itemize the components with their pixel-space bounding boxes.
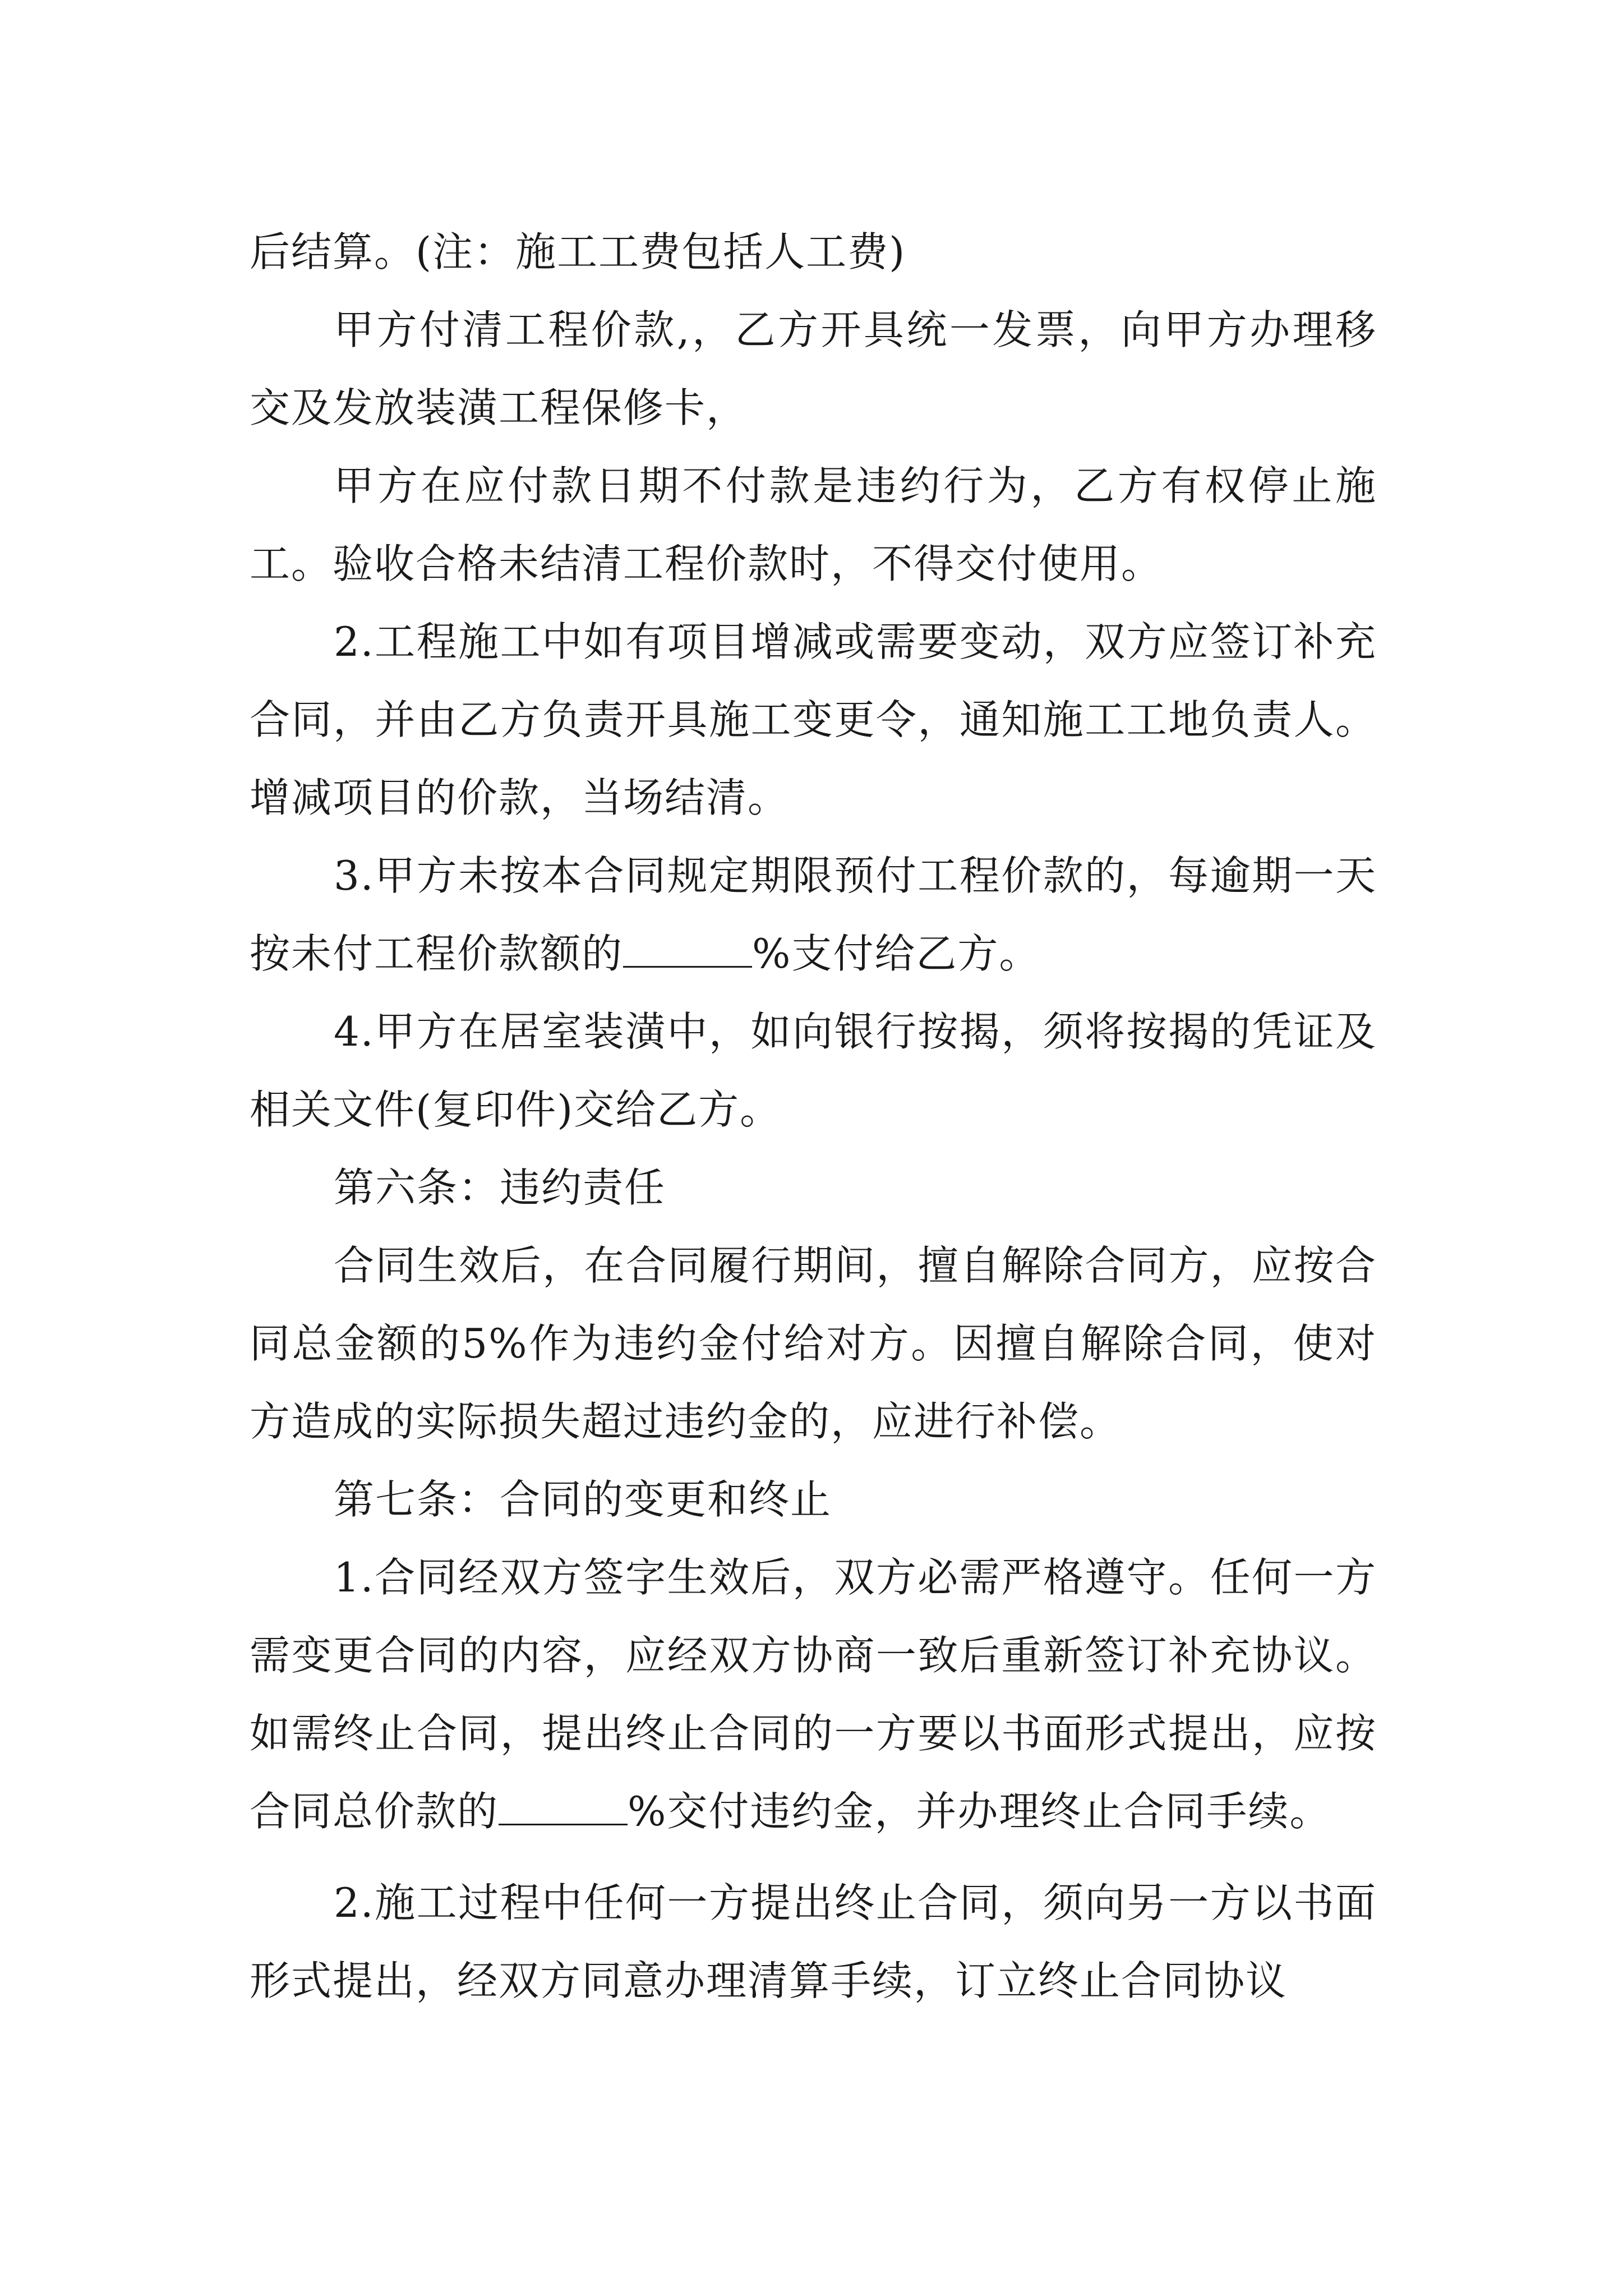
paragraph-clause-4-mortgage <box>250 993 1377 1149</box>
paragraph-text: 甲方付清工程价款,，乙方开具统一发票，向甲方办理移交及发放装潢工程保修卡， <box>250 306 1377 431</box>
paragraph-payment-default <box>250 447 1377 603</box>
paragraph-invoice <box>250 291 1377 447</box>
paragraph-text-before-blank: 3.甲方未按本合同规定期限预付工程价款的，每逾期一天按未付工程价款额的 <box>250 852 1377 977</box>
fill-in-blank <box>499 1790 628 1825</box>
document-body <box>250 213 1377 2020</box>
paragraph-clause-2-changes <box>250 603 1377 837</box>
paragraph-text-after-blank: %交付违约金，并办理终止合同手续。 <box>628 1788 1331 1835</box>
paragraph-clause-3-late-payment <box>250 837 1377 993</box>
paragraph-text: 合同生效后，在合同履行期间，擅自解除合同方，应按合同总金额的5%作为违约金付给对方。因擅自解除合同，使对方造成的实际损失超过违约金的，应进行补偿。 <box>250 1242 1377 1445</box>
paragraph-article-7-clause-2 <box>250 1864 1377 2020</box>
section-heading-article-6 <box>250 1149 1377 1227</box>
paragraph-text: 4.甲方在居室装潢中，如向银行按揭，须将按揭的凭证及相关文件(复印件)交给乙方。 <box>250 1008 1377 1133</box>
paragraph-text-after-blank: %支付给乙方。 <box>752 930 1041 977</box>
section-heading-text: 第七条：合同的变更和终止 <box>334 1476 832 1523</box>
paragraph-text: 后结算。(注：施工工费包括人工费) <box>250 228 906 275</box>
paragraph-text: 2.施工过程中任何一方提出终止合同，须向另一方以书面形式提出，经双方同意办理清算手续，订立终止合同协议 <box>250 1879 1377 2004</box>
paragraph-article-7-clause-1 <box>250 1539 1377 1851</box>
section-heading-article-7 <box>250 1461 1377 1539</box>
paragraph-liability <box>250 1227 1377 1461</box>
paragraph-settlement-note <box>250 213 1377 291</box>
paragraph-text: 2.工程施工中如有项目增减或需要变动，双方应签订补充合同，并由乙方负责开具施工变更令，通知施工工地负责人。增减项目的价款，当场结清。 <box>250 618 1377 821</box>
paragraph-text-before-blank: 1.合同经双方签字生效后，双方必需严格遵守。任何一方需变更合同的内容，应经双方协商一致后重新签订补充协议。如需终止合同，提出终止合同的一方要以书面形式提出，应按合同总价款的 <box>250 1554 1377 1835</box>
section-heading-text: 第六条：违约责任 <box>334 1164 666 1211</box>
fill-in-blank <box>623 932 752 968</box>
paragraph-text: 甲方在应付款日期不付款是违约行为，乙方有权停止施工。验收合格未结清工程价款时，不得交付使用。 <box>250 462 1377 587</box>
